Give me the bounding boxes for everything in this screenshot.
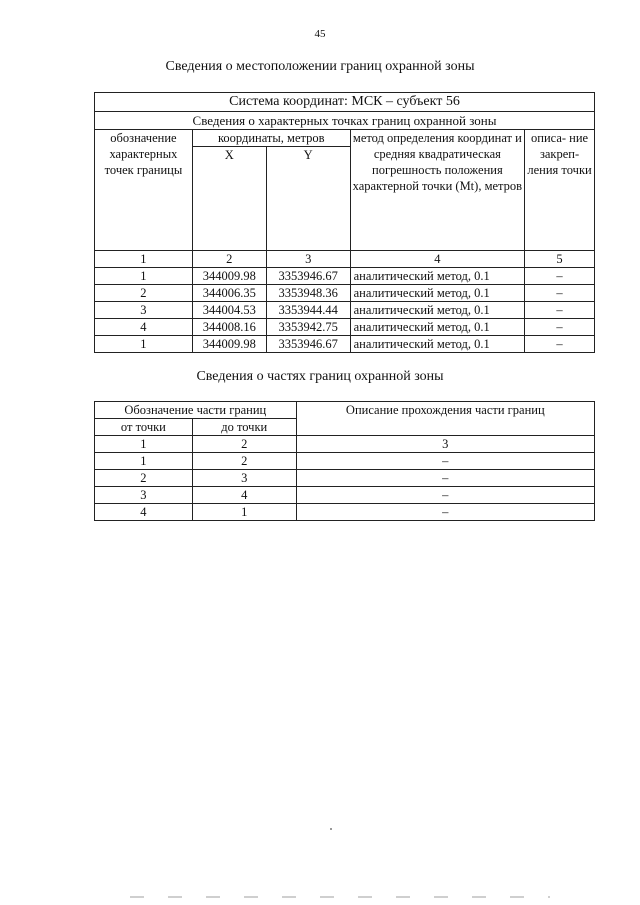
method-cell: аналитический метод, 0.1 (350, 302, 524, 319)
header-point-designation: обозначение характерных точек границы (95, 130, 193, 251)
fixing-cell: – (525, 285, 595, 302)
header-y: Y (266, 147, 350, 251)
column-number: 3 (266, 251, 350, 268)
fixing-cell: – (525, 268, 595, 285)
coord-x: 344009.98 (192, 336, 266, 353)
column-number: 3 (296, 436, 594, 453)
coord-y: 3353948.36 (266, 285, 350, 302)
fixing-cell: – (525, 319, 595, 336)
method-cell: аналитический метод, 0.1 (350, 285, 524, 302)
from-point: 1 (95, 453, 193, 470)
table-row (95, 504, 595, 521)
table-row (95, 470, 595, 487)
coord-x: 344009.98 (192, 268, 266, 285)
header-from-point: от точки (95, 419, 193, 436)
coord-y: 3353944.44 (266, 302, 350, 319)
description-cell: – (296, 470, 594, 487)
table-row (95, 302, 595, 319)
method-cell: аналитический метод, 0.1 (350, 268, 524, 285)
to-point: 1 (192, 504, 296, 521)
description-cell: – (296, 504, 594, 521)
point-id: 1 (95, 336, 193, 353)
header-x: X (192, 147, 266, 251)
from-point: 3 (95, 487, 193, 504)
point-id: 1 (95, 268, 193, 285)
to-point: 3 (192, 470, 296, 487)
from-point: 2 (95, 470, 193, 487)
description-cell: – (296, 453, 594, 470)
points-subtitle: Сведения о характерных точках границ охранной зоны (95, 112, 595, 130)
column-number: 1 (95, 436, 193, 453)
point-id: 4 (95, 319, 193, 336)
header-method: метод определения координат и средняя квадратическая погрешность положения характерной точки (Mt), метров (350, 130, 524, 251)
column-number: 2 (192, 251, 266, 268)
header-fixing: описа- ние закреп- ления точки (525, 130, 595, 251)
table-row (95, 285, 595, 302)
coord-x: 344008.16 (192, 319, 266, 336)
section-title-boundaries: Сведения о местоположении границ охранной зоны (165, 59, 475, 74)
table-row (95, 336, 595, 353)
fixing-cell: – (525, 336, 595, 353)
table-row (95, 268, 595, 285)
table-row (95, 453, 595, 470)
column-number: 2 (192, 436, 296, 453)
to-point: 2 (192, 453, 296, 470)
fixing-cell: – (525, 302, 595, 319)
point-id: 3 (95, 302, 193, 319)
header-description: Описание прохождения части границ (296, 402, 594, 436)
column-number: 5 (525, 251, 595, 268)
coord-y: 3353946.67 (266, 336, 350, 353)
point-id: 2 (95, 285, 193, 302)
coord-x: 344006.35 (192, 285, 266, 302)
method-cell: аналитический метод, 0.1 (350, 319, 524, 336)
column-number: 1 (95, 251, 193, 268)
scan-speck (330, 828, 332, 830)
to-point: 4 (192, 487, 296, 504)
table-row (95, 319, 595, 336)
header-coordinates: координаты, метров (192, 130, 350, 147)
scan-footer-marks (130, 896, 550, 898)
page-number: 45 (314, 28, 326, 40)
column-numbers-row (95, 436, 595, 453)
header-part-designation: Обозначение части границ (95, 402, 297, 419)
boundary-points-table (94, 92, 595, 353)
coord-y: 3353942.75 (266, 319, 350, 336)
column-numbers-row (95, 251, 595, 268)
coord-y: 3353946.67 (266, 268, 350, 285)
method-cell: аналитический метод, 0.1 (350, 336, 524, 353)
description-cell: – (296, 487, 594, 504)
column-number: 4 (350, 251, 524, 268)
header-to-point: до точки (192, 419, 296, 436)
from-point: 4 (95, 504, 193, 521)
boundary-parts-table (94, 401, 595, 521)
section-title-parts: Сведения о частях границ охранной зоны (196, 369, 444, 384)
coord-x: 344004.53 (192, 302, 266, 319)
coordinate-system-title: Система координат: МСК – субъект 56 (95, 93, 595, 112)
table-row (95, 487, 595, 504)
